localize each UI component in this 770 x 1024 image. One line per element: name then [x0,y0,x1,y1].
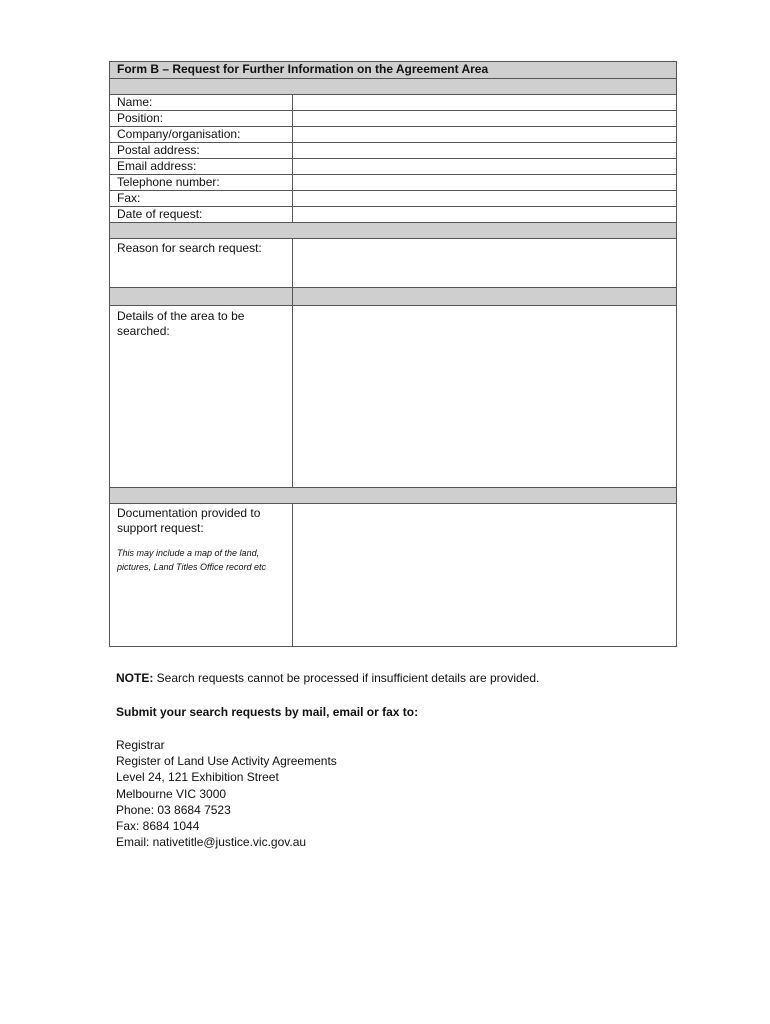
reason-label: Reason for search request: [110,239,293,288]
field-input-postal-address[interactable] [293,143,677,159]
submit-heading: Submit your search requests by mail, email or fax to: [116,705,419,719]
details-row [110,306,677,488]
field-row-telephone [110,175,677,191]
address-street: Level 24, 121 Exhibition Street [116,770,279,785]
field-row-date [110,207,677,223]
field-input-date[interactable] [293,207,677,223]
contact-fax: Fax: 8684 1044 [116,819,200,834]
field-input-company[interactable] [293,127,677,143]
field-label-email: Email address: [110,159,293,175]
spacer-row [110,488,677,504]
address-register: Register of Land Use Activity Agreements [116,754,337,769]
spacer-row [110,79,677,95]
field-row-email [110,159,677,175]
documentation-input[interactable] [293,504,677,647]
field-label-name: Name: [110,95,293,111]
field-input-telephone[interactable] [293,175,677,191]
details-label: Details of the area to be searched: [110,306,293,488]
documentation-label: Documentation provided to support request: [117,506,261,535]
field-row-company [110,127,677,143]
field-label-fax: Fax: [110,191,293,207]
field-input-fax[interactable] [293,191,677,207]
address-registrar: Registrar [116,738,165,752]
documentation-label-cell [110,504,293,647]
field-row-fax [110,191,677,207]
details-input[interactable] [293,306,677,488]
field-label-telephone: Telephone number: [110,175,293,191]
field-input-position[interactable] [293,111,677,127]
field-row-position [110,111,677,127]
field-label-position: Position: [110,111,293,127]
field-input-name[interactable] [293,95,677,111]
form-title: Form B – Request for Further Information on the Agreement Area [110,62,677,79]
field-row-name [110,95,677,111]
reason-row [110,239,677,288]
contact-phone: Phone: 03 8684 7523 [116,802,231,817]
field-row-postal-address [110,143,677,159]
reason-input[interactable] [293,239,677,288]
field-label-company: Company/organisation: [110,127,293,143]
spacer-row-split [110,288,677,306]
contact-email: Email: nativetitle@justice.vic.gov.au [116,835,307,850]
spacer-row [110,223,677,239]
field-label-date: Date of request: [110,207,293,223]
submission-info [116,670,676,850]
note-text: Search requests cannot be processed if insufficient details are provided. [153,671,540,685]
note-line [116,670,676,686]
documentation-row [110,504,677,647]
request-form-table [109,61,677,647]
form-title-row [110,62,677,79]
address-city: Melbourne VIC 3000 [116,786,227,801]
field-input-email[interactable] [293,159,677,175]
note-prefix: NOTE: [116,671,154,685]
documentation-hint: This may include a map of the land, pictures, Land Titles Office record etc [117,548,266,572]
field-label-postal-address: Postal address: [110,143,293,159]
